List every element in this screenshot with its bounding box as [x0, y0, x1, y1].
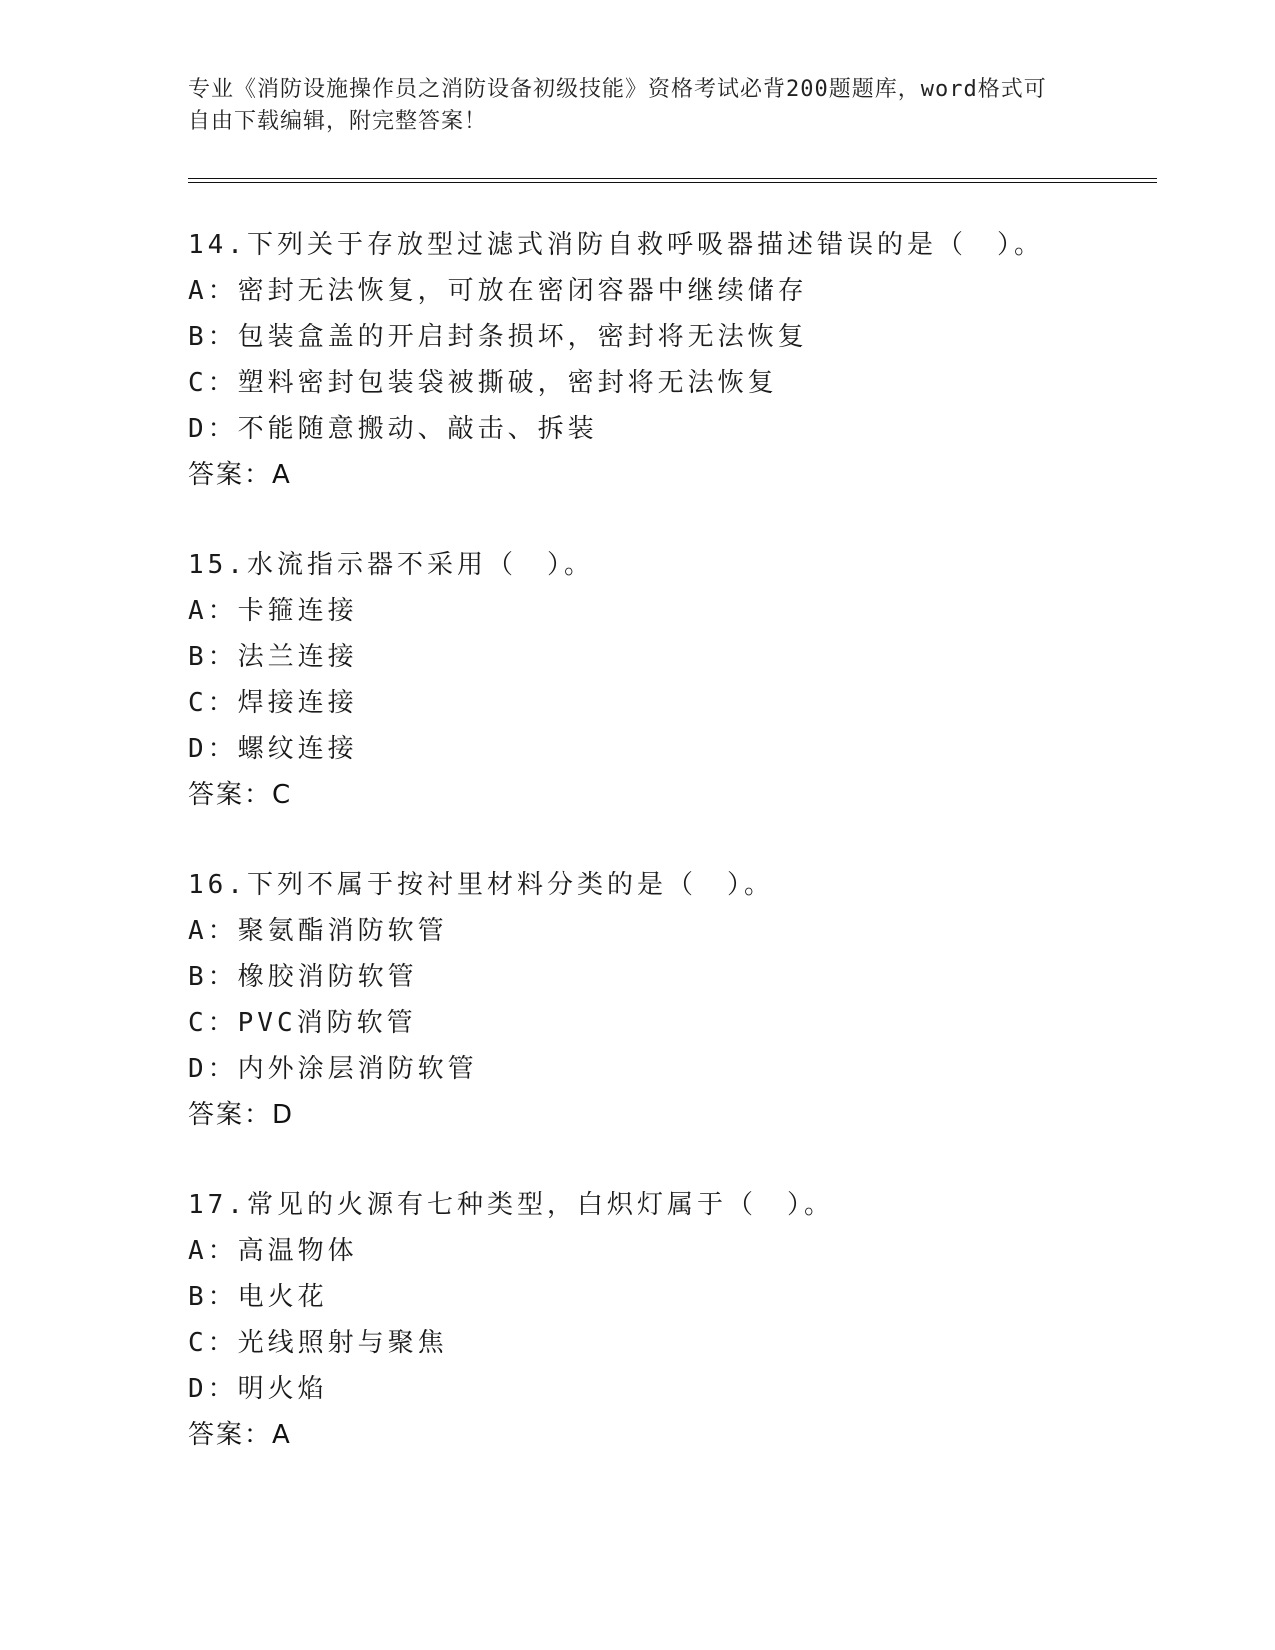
answer: 答案：D: [188, 1100, 295, 1130]
question-stem: 14.下列关于存放型过滤式消防自救呼吸器描述错误的是（ ）。: [188, 230, 1044, 260]
option-d: D：不能随意搬动、敲击、拆装: [188, 414, 598, 444]
option-b: B：橡胶消防软管: [188, 962, 418, 992]
option-a: A：密封无法恢复，可放在密闭容器中继续储存: [188, 276, 808, 306]
answer: 答案：A: [188, 1420, 292, 1450]
option-d: D：螺纹连接: [188, 734, 358, 764]
option-b: B：电火花: [188, 1282, 328, 1312]
option-a: A：卡箍连接: [188, 596, 358, 626]
option-d: D：明火焰: [188, 1374, 328, 1404]
question-14: [188, 222, 1148, 498]
option-c: C：PVC消防软管: [188, 1008, 417, 1038]
option-a: A：聚氨酯消防软管: [188, 916, 448, 946]
header-divider: [188, 178, 1157, 183]
question-stem: 16.下列不属于按衬里材料分类的是（ ）。: [188, 870, 774, 900]
document-header: 专业《消防设施操作员之消防设备初级技能》资格考试必背200题题库，word格式可自由下载编辑，附完整答案！: [188, 77, 1047, 134]
option-c: C：塑料密封包装袋被撕破，密封将无法恢复: [188, 368, 778, 398]
answer: 答案：C: [188, 780, 293, 810]
option-c: C：焊接连接: [188, 688, 358, 718]
answer: 答案：A: [188, 460, 292, 490]
option-b: B：法兰连接: [188, 642, 358, 672]
question-16: [188, 862, 1148, 1138]
question-stem: 17.常见的火源有七种类型，白炽灯属于（ ）。: [188, 1190, 834, 1220]
option-b: B：包装盒盖的开启封条损坏，密封将无法恢复: [188, 322, 808, 352]
option-d: D：内外涂层消防软管: [188, 1054, 478, 1084]
question-15: [188, 542, 1148, 818]
question-17: [188, 1182, 1148, 1458]
question-stem: 15.水流指示器不采用（ ）。: [188, 550, 594, 580]
option-a: A：高温物体: [188, 1236, 358, 1266]
option-c: C：光线照射与聚焦: [188, 1328, 448, 1358]
